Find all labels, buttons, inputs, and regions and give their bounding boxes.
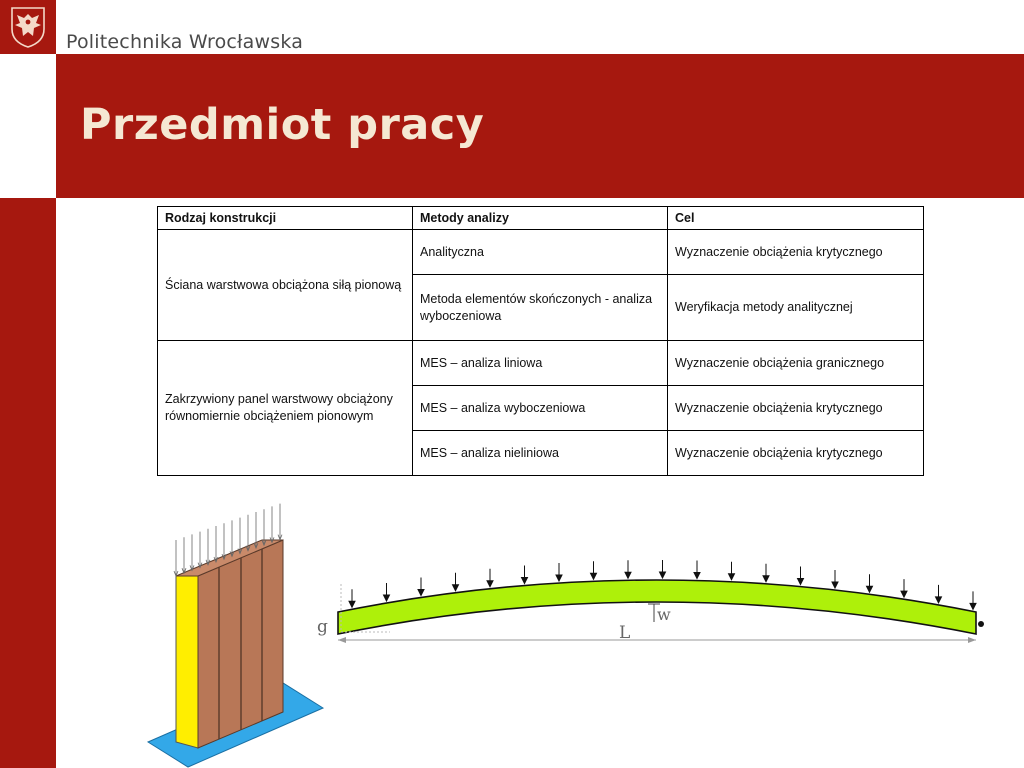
beam-load-arrow-head-icon xyxy=(729,574,735,580)
label-g: g xyxy=(317,617,328,637)
beam-load-arrow-head-icon xyxy=(418,590,424,596)
organization-name: Politechnika Wrocławska xyxy=(66,31,304,53)
beam-load-arrow-head-icon xyxy=(625,572,631,578)
beam-load-arrow-head-icon xyxy=(936,597,942,603)
beam-load-arrow-head-icon xyxy=(832,582,838,588)
beam-load-arrow-head-icon xyxy=(453,585,459,591)
beam-load-arrow-head-icon xyxy=(349,601,355,607)
header-analysis-methods: Metody analizy xyxy=(413,207,668,230)
beam-support-dot xyxy=(978,621,984,627)
construction-cell: Zakrzywiony panel warstwowy obciążony równomiernie obciążeniem pionowym xyxy=(158,341,413,476)
beam-load-arrow-head-icon xyxy=(660,572,666,578)
span-arrow-right-icon xyxy=(968,637,976,643)
beam-load-arrow-head-icon xyxy=(591,573,597,579)
beam-load-arrow-head-icon xyxy=(694,573,700,579)
method-cell: Metoda elementów skończonych - analiza wyboczeniowa xyxy=(413,275,668,341)
beam-load-arrow-head-icon xyxy=(867,586,873,592)
header-goal: Cel xyxy=(668,207,924,230)
method-cell: MES – analiza nieliniowa xyxy=(413,431,668,476)
beam-load-arrow-head-icon xyxy=(970,603,976,609)
goal-cell: Wyznaczenie obciążenia krytycznego xyxy=(668,431,924,476)
construction-cell: Ściana warstwowa obciążona siłą pionową xyxy=(158,230,413,341)
beam-load-arrow-head-icon xyxy=(384,595,390,601)
beam-load-arrow-head-icon xyxy=(798,578,804,584)
span-arrow-left-icon xyxy=(338,637,346,643)
method-cell: Analityczna xyxy=(413,230,668,275)
label-span-L: L xyxy=(619,623,631,643)
beam-load-arrow-head-icon xyxy=(901,591,907,597)
method-cell: MES – analiza wyboczeniowa xyxy=(413,386,668,431)
method-cell: MES – analiza liniowa xyxy=(413,341,668,386)
beam-load-arrow-head-icon xyxy=(487,581,493,587)
sandwich-wall-figure xyxy=(148,504,323,767)
goal-cell: Wyznaczenie obciążenia granicznego xyxy=(668,341,924,386)
goal-cell: Wyznaczenie obciążenia krytycznego xyxy=(668,230,924,275)
slide-title: Przedmiot pracy xyxy=(80,100,485,150)
goal-cell: Wyznaczenie obciążenia krytycznego xyxy=(668,386,924,431)
beam-load-arrow-head-icon xyxy=(763,576,769,582)
curved-beam-figure xyxy=(317,560,984,643)
header-construction-type: Rodzaj konstrukcji xyxy=(158,207,413,230)
wall-yellow-face xyxy=(176,576,198,748)
goal-cell: Weryfikacja metody analitycznej xyxy=(668,275,924,341)
label-w: w xyxy=(657,605,671,624)
beam-load-arrow-head-icon xyxy=(556,575,562,581)
beam-load-arrow-head-icon xyxy=(522,578,528,584)
